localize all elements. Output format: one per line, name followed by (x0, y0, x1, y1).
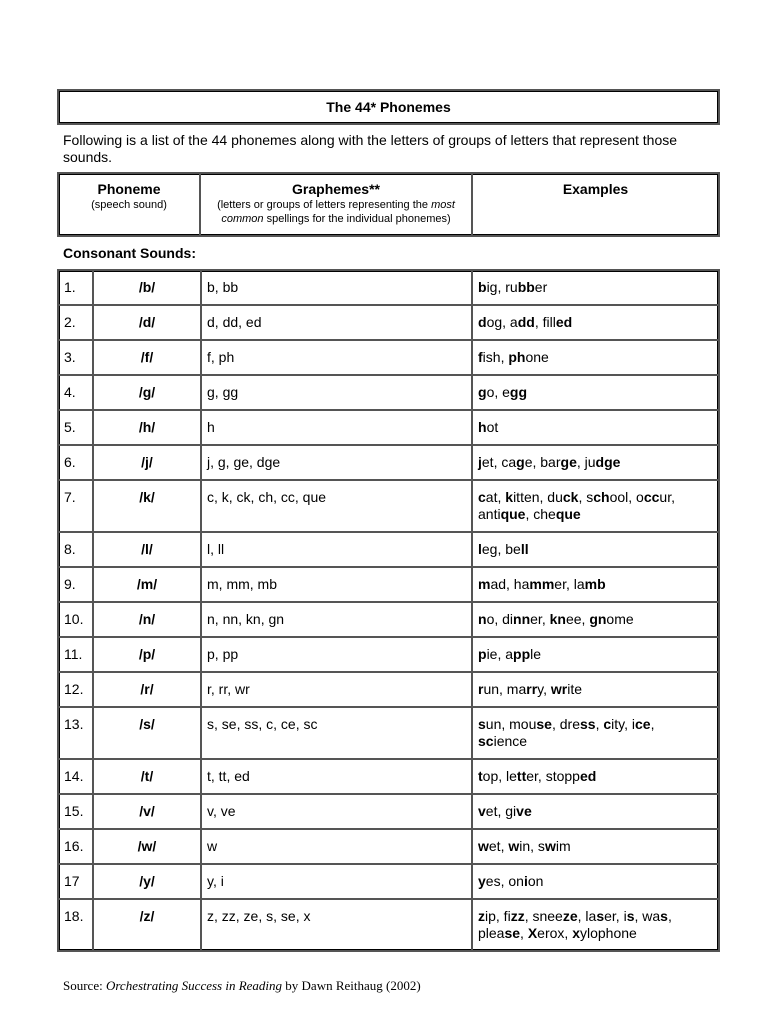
example-highlight: s (596, 908, 605, 924)
table-row (58, 829, 719, 864)
example-highlight: s (626, 908, 635, 924)
row-number: 4. (58, 375, 93, 410)
row-examples (472, 567, 719, 602)
table-row (58, 480, 719, 532)
document-body (57, 89, 720, 952)
row-phoneme: /g/ (93, 375, 201, 410)
table-row (58, 864, 719, 899)
example-highlight: j (478, 454, 482, 470)
example-text: , fill (534, 314, 556, 330)
example-text: et, (488, 838, 509, 854)
row-phoneme: /t/ (93, 759, 201, 794)
example-highlight: ck (562, 489, 579, 505)
example-highlight: dge (595, 454, 621, 470)
row-number: 10. (58, 602, 93, 637)
example-highlight: ce (635, 716, 651, 732)
graphemes-sub-em-1: most (431, 199, 455, 211)
row-phoneme: /y/ (93, 864, 201, 899)
table-row (58, 707, 719, 759)
example-highlight: pp (513, 646, 531, 662)
row-number: 18. (58, 899, 93, 951)
table-row (58, 270, 719, 305)
column-header-table (57, 172, 720, 237)
row-phoneme: /v/ (93, 794, 201, 829)
row-number: 6. (58, 445, 93, 480)
example-text: itten, du (513, 489, 563, 505)
table-row (58, 445, 719, 480)
row-number: 8. (58, 532, 93, 567)
example-text: ish, (482, 349, 509, 365)
row-examples (472, 637, 719, 672)
example-highlight: n (478, 611, 487, 627)
consonant-table (57, 269, 720, 952)
example-text: in, s (519, 838, 545, 854)
row-graphemes: t, tt, ed (201, 759, 472, 794)
example-highlight: c (478, 489, 486, 505)
example-highlight: X (527, 925, 538, 941)
row-phoneme: /p/ (93, 637, 201, 672)
page-title: The 44* Phonemes (58, 90, 719, 124)
row-examples (472, 480, 719, 532)
example-text: erox, (537, 925, 573, 941)
row-examples (472, 899, 719, 951)
row-number: 5. (58, 410, 93, 445)
example-text: , s (578, 489, 594, 505)
consonant-table-body (58, 270, 719, 951)
row-phoneme: /k/ (93, 480, 201, 532)
table-row (58, 375, 719, 410)
row-graphemes: h (201, 410, 472, 445)
example-highlight: b (478, 279, 487, 295)
example-text: one (525, 349, 549, 365)
example-text: ip, fi (485, 908, 511, 924)
example-highlight: gg (509, 384, 528, 400)
example-highlight: ge (560, 454, 577, 470)
example-text: , dre (551, 716, 580, 732)
row-graphemes: y, i (201, 864, 472, 899)
example-text: ite (567, 681, 583, 697)
table-row (58, 410, 719, 445)
example-text: ience (493, 733, 528, 749)
example-highlight: cc (643, 489, 660, 505)
example-highlight: w (478, 838, 489, 854)
example-highlight: s (478, 716, 486, 732)
example-text: at, (485, 489, 506, 505)
graphemes-sub-em-2: common (221, 213, 264, 225)
example-highlight: h (478, 419, 487, 435)
source-book-title: Orchestrating Success in Reading (105, 978, 283, 993)
example-highlight: x (572, 925, 580, 941)
example-highlight: ch (593, 489, 610, 505)
row-graphemes: n, nn, kn, gn (201, 602, 472, 637)
example-highlight: rr (526, 681, 538, 697)
example-highlight: nn (513, 611, 531, 627)
source-suffix: by Dawn Reithaug (2002) (282, 978, 421, 993)
table-row (58, 794, 719, 829)
example-text: ee, (565, 611, 590, 627)
graphemes-sub-text-2: spellings for the individual phonemes) (263, 213, 451, 225)
row-examples (472, 305, 719, 340)
row-graphemes: d, dd, ed (201, 305, 472, 340)
example-text: un, ma (483, 681, 527, 697)
example-highlight: bb (517, 279, 535, 295)
example-highlight: tt (516, 768, 527, 784)
example-text: er (534, 279, 548, 295)
example-highlight: f (478, 349, 483, 365)
example-highlight: i (523, 873, 528, 889)
row-phoneme: /s/ (93, 707, 201, 759)
example-highlight: se (504, 925, 521, 941)
example-highlight: gn (589, 611, 607, 627)
row-graphemes: b, bb (201, 270, 472, 305)
example-highlight: ed (555, 314, 573, 330)
row-graphemes: g, gg (201, 375, 472, 410)
example-highlight: v (478, 803, 486, 819)
graphemes-sub-text-1: (letters or groups of letters representing the (217, 199, 432, 211)
row-graphemes: f, ph (201, 340, 472, 375)
example-text: er, la (554, 576, 585, 592)
example-highlight: ll (520, 541, 529, 557)
example-text: ig, ru (486, 279, 518, 295)
example-text: , snee (524, 908, 563, 924)
row-examples (472, 864, 719, 899)
example-text: im (555, 838, 571, 854)
table-row (58, 899, 719, 951)
example-highlight: sc (478, 733, 494, 749)
row-graphemes: c, k, ck, ch, cc, que (201, 480, 472, 532)
row-number: 15. (58, 794, 93, 829)
row-graphemes: m, mm, mb (201, 567, 472, 602)
table-row (58, 305, 719, 340)
row-phoneme: /m/ (93, 567, 201, 602)
example-text: es, on (485, 873, 524, 889)
example-highlight: se (536, 716, 552, 732)
example-text: , (595, 716, 604, 732)
example-highlight: t (478, 768, 483, 784)
example-text: , (650, 716, 655, 732)
row-number: 2. (58, 305, 93, 340)
row-graphemes: s, se, ss, c, ce, sc (201, 707, 472, 759)
example-highlight: ph (508, 349, 526, 365)
row-examples (472, 340, 719, 375)
example-text: , che (525, 506, 556, 522)
row-number: 16. (58, 829, 93, 864)
row-examples (472, 532, 719, 567)
example-text: op, le (482, 768, 517, 784)
example-text: et, gi (485, 803, 517, 819)
example-highlight: que (555, 506, 581, 522)
example-highlight: ss (579, 716, 596, 732)
example-text: ie, a (486, 646, 514, 662)
row-number: 12. (58, 672, 93, 707)
row-phoneme: /z/ (93, 899, 201, 951)
example-text: , la (577, 908, 597, 924)
example-highlight: ve (516, 803, 532, 819)
row-graphemes: w (201, 829, 472, 864)
example-text: ity, i (611, 716, 635, 732)
example-highlight: w (544, 838, 556, 854)
title-table (57, 89, 720, 125)
source-prefix: Source: (63, 978, 106, 993)
row-phoneme: /f/ (93, 340, 201, 375)
example-highlight: c (603, 716, 612, 732)
example-highlight: dd (517, 314, 535, 330)
example-highlight: kn (549, 611, 566, 627)
table-row (58, 340, 719, 375)
table-row (58, 637, 719, 672)
row-phoneme: /l/ (93, 532, 201, 567)
example-highlight: wr (550, 681, 568, 697)
example-text: ad, ha (490, 576, 530, 592)
example-highlight: y (478, 873, 486, 889)
example-highlight: d (478, 314, 487, 330)
row-examples (472, 410, 719, 445)
example-text: ur, (659, 489, 675, 505)
row-number: 11. (58, 637, 93, 672)
example-text: plea (478, 925, 505, 941)
table-row (58, 567, 719, 602)
example-text: , wa (634, 908, 661, 924)
row-graphemes: l, ll (201, 532, 472, 567)
example-highlight: mb (584, 576, 606, 592)
example-highlight: m (478, 576, 491, 592)
row-examples (472, 707, 719, 759)
row-phoneme: /w/ (93, 829, 201, 864)
row-number: 17 (58, 864, 93, 899)
phoneme-header-label: Phoneme (97, 181, 161, 197)
example-text: er, stopp (526, 768, 580, 784)
example-text: , (667, 908, 672, 924)
example-text: o, di (486, 611, 514, 627)
row-number: 3. (58, 340, 93, 375)
example-highlight: k (505, 489, 514, 505)
example-text: e, bar (524, 454, 561, 470)
row-examples (472, 602, 719, 637)
example-text: o, e (486, 384, 510, 400)
example-highlight: ze (562, 908, 578, 924)
row-examples (472, 759, 719, 794)
example-text: on (527, 873, 544, 889)
example-text: ome (606, 611, 634, 627)
example-highlight: zz (510, 908, 525, 924)
example-text: og, a (486, 314, 518, 330)
phoneme-header-sub: (speech sound) (91, 199, 167, 211)
example-text: anti (478, 506, 501, 522)
row-graphemes: v, ve (201, 794, 472, 829)
row-number: 9. (58, 567, 93, 602)
graphemes-header-label: Graphemes** (292, 181, 380, 197)
row-number: 1. (58, 270, 93, 305)
phoneme-header (58, 173, 200, 236)
examples-header (472, 173, 719, 236)
row-examples (472, 794, 719, 829)
example-text: y, (537, 681, 551, 697)
table-row (58, 602, 719, 637)
section-title: Consonant Sounds: (63, 245, 196, 261)
graphemes-header-sub (205, 198, 467, 226)
row-phoneme: /b/ (93, 270, 201, 305)
row-graphemes: p, pp (201, 637, 472, 672)
example-highlight: z (478, 908, 485, 924)
example-text: ool, o (609, 489, 644, 505)
example-highlight: w (508, 838, 520, 854)
row-phoneme: /r/ (93, 672, 201, 707)
row-graphemes: z, zz, ze, s, se, x (201, 899, 472, 951)
example-text: , ju (576, 454, 596, 470)
row-phoneme: /h/ (93, 410, 201, 445)
row-number: 13. (58, 707, 93, 759)
source-citation (63, 978, 421, 994)
row-graphemes: j, g, ge, dge (201, 445, 472, 480)
example-text: ylophone (579, 925, 637, 941)
example-text: ot (486, 419, 499, 435)
row-examples (472, 829, 719, 864)
example-highlight: g (516, 454, 525, 470)
example-text: eg, be (481, 541, 521, 557)
example-text: er, (530, 611, 550, 627)
example-highlight: g (478, 384, 487, 400)
example-highlight: l (478, 541, 482, 557)
row-examples (472, 375, 719, 410)
example-highlight: s (660, 908, 668, 924)
row-number: 7. (58, 480, 93, 532)
example-text: le (530, 646, 542, 662)
row-examples (472, 445, 719, 480)
table-row (58, 672, 719, 707)
table-row (58, 759, 719, 794)
graphemes-header (200, 173, 472, 236)
example-highlight: que (500, 506, 526, 522)
example-text: un, mou (485, 716, 537, 732)
example-highlight: mm (529, 576, 555, 592)
example-highlight: p (478, 646, 487, 662)
example-text: , (520, 925, 528, 941)
row-phoneme: /j/ (93, 445, 201, 480)
examples-header-label: Examples (562, 181, 629, 197)
example-highlight: r (478, 681, 484, 697)
row-graphemes: r, rr, wr (201, 672, 472, 707)
example-highlight: ed (579, 768, 597, 784)
row-examples (472, 672, 719, 707)
example-text: er, i (604, 908, 627, 924)
row-phoneme: /d/ (93, 305, 201, 340)
example-text: et, ca (481, 454, 517, 470)
row-examples (472, 270, 719, 305)
intro-paragraph: Following is a list of the 44 phonemes along with the letters of groups of letters that represent those sounds. (63, 132, 678, 165)
row-phoneme: /n/ (93, 602, 201, 637)
table-row (58, 532, 719, 567)
row-number: 14. (58, 759, 93, 794)
